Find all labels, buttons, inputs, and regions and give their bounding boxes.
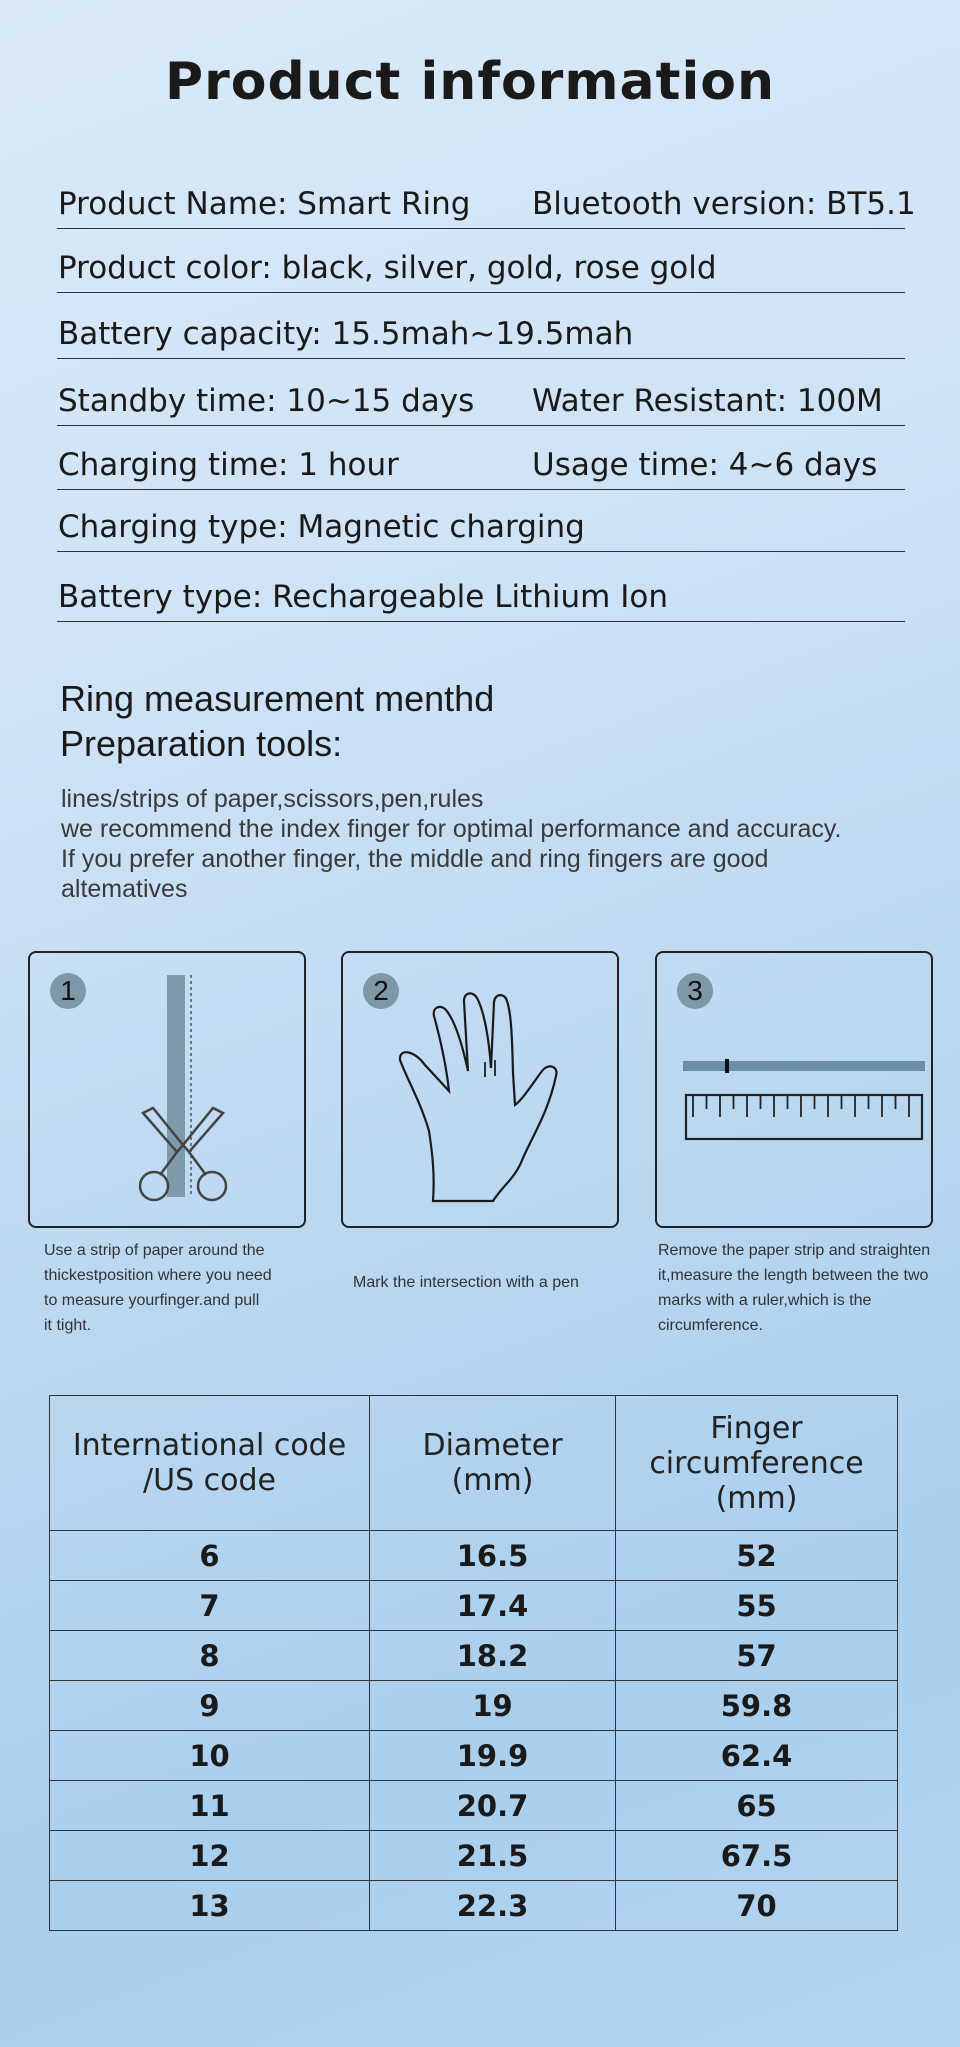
spec-row (57, 377, 905, 426)
header-line: International code (72, 1428, 347, 1463)
description-line: we recommend the index finger for optimal performance and accuracy. (61, 815, 842, 843)
step-number-badge: 2 (363, 973, 399, 1009)
preparation-heading: Preparation tools: (60, 723, 343, 764)
scissors-paper-icon (30, 953, 304, 1226)
table-row (50, 1731, 898, 1781)
size-code: 13 (50, 1881, 370, 1931)
caption-line: marks with a ruler,which is the (658, 1292, 872, 1309)
size-diameter: 19.9 (370, 1731, 616, 1781)
spec-row (57, 503, 905, 552)
size-code: 11 (50, 1781, 370, 1831)
spec-charging-type: Charging type: Magnetic charging (58, 509, 585, 545)
table-row (50, 1581, 898, 1631)
size-code: 6 (50, 1531, 370, 1581)
spec-product-name: Product Name: Smart Ring (58, 186, 471, 222)
caption-line: Use a strip of paper around the (44, 1242, 265, 1259)
size-diameter: 18.2 (370, 1631, 616, 1681)
header-line: (mm) (715, 1480, 798, 1516)
caption-line: Remove the paper strip and straighten (658, 1242, 931, 1259)
caption-line: Mark the intersection with a pen (353, 1274, 579, 1291)
table-row (50, 1681, 898, 1731)
spec-product-color: Product color: black, silver, gold, rose gold (58, 250, 717, 286)
header-diameter (370, 1396, 616, 1531)
table-row (50, 1881, 898, 1931)
header-international-code (50, 1396, 370, 1531)
spec-row (57, 180, 916, 229)
spec-row (57, 573, 905, 622)
step-caption-2 (353, 1270, 579, 1295)
measurement-heading: Ring measurement menthd (60, 678, 495, 719)
page-title: Product information (164, 52, 776, 112)
caption-line: circumference. (658, 1317, 763, 1334)
size-code: 7 (50, 1581, 370, 1631)
hand-icon (343, 953, 617, 1226)
spec-bluetooth-version: Bluetooth version: BT5.1 (532, 186, 916, 222)
step-caption-3 (658, 1238, 930, 1338)
spec-battery-capacity: Battery capacity: 15.5mah~19.5mah (58, 316, 634, 352)
size-circumference: 62.4 (616, 1731, 898, 1781)
spec-row (57, 244, 905, 293)
table-row (50, 1781, 898, 1831)
size-code: 10 (50, 1731, 370, 1781)
step-caption-1 (44, 1238, 272, 1338)
size-circumference: 70 (616, 1881, 898, 1931)
table-header-row (50, 1396, 898, 1531)
size-circumference: 52 (616, 1531, 898, 1581)
caption-line: to measure yourfinger.and pull (44, 1292, 260, 1309)
caption-line: thickestposition where you need (44, 1267, 272, 1284)
spec-row (57, 441, 905, 490)
step-card-3 (655, 951, 933, 1228)
size-circumference: 55 (616, 1581, 898, 1631)
step-card-1 (28, 951, 306, 1228)
table-row (50, 1531, 898, 1581)
spec-usage-time: Usage time: 4~6 days (532, 447, 878, 483)
size-code: 9 (50, 1681, 370, 1731)
header-line: Diameter (422, 1428, 563, 1463)
size-diameter: 17.4 (370, 1581, 616, 1631)
header-line: Finger (710, 1410, 803, 1446)
size-code: 12 (50, 1831, 370, 1881)
ring-size-table (49, 1395, 898, 1931)
description-line: lines/strips of paper,scissors,pen,rules (61, 785, 484, 813)
step-number-badge: 3 (677, 973, 713, 1009)
size-circumference: 57 (616, 1631, 898, 1681)
spec-battery-type: Battery type: Rechargeable Lithium Ion (58, 579, 668, 615)
header-line: (mm) (451, 1463, 534, 1498)
size-diameter: 20.7 (370, 1781, 616, 1831)
size-circumference: 67.5 (616, 1831, 898, 1881)
header-line: circumference (649, 1445, 864, 1481)
table-row (50, 1831, 898, 1881)
description-line: If you prefer another finger, the middle and ring fingers are good (61, 845, 769, 873)
caption-line: it,measure the length between the two (658, 1267, 929, 1284)
measurement-description (61, 784, 931, 904)
size-diameter: 19 (370, 1681, 616, 1731)
spec-charging-time: Charging time: 1 hour (58, 447, 399, 483)
spec-row (57, 310, 905, 359)
spec-water-resistant: Water Resistant: 100M (532, 383, 883, 419)
table-row (50, 1631, 898, 1681)
step-card-2 (341, 951, 619, 1228)
size-diameter: 22.3 (370, 1881, 616, 1931)
step-number-badge: 1 (50, 973, 86, 1009)
description-line: altematives (61, 875, 188, 903)
size-circumference: 59.8 (616, 1681, 898, 1731)
size-code: 8 (50, 1631, 370, 1681)
spec-standby-time: Standby time: 10~15 days (58, 383, 475, 419)
size-diameter: 21.5 (370, 1831, 616, 1881)
ruler-icon (657, 953, 931, 1226)
header-line: /US code (143, 1463, 276, 1498)
caption-line: it tight. (44, 1317, 92, 1334)
header-finger-circumference (616, 1396, 898, 1531)
size-circumference: 65 (616, 1781, 898, 1831)
size-diameter: 16.5 (370, 1531, 616, 1581)
